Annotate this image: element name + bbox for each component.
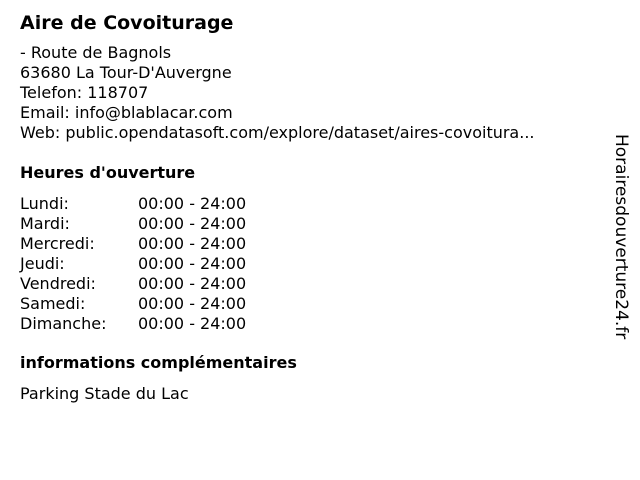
hours-row-saturday (20, 294, 280, 314)
email-line: Email: info@blablacar.com (20, 103, 233, 122)
day-label: Dimanche: (20, 314, 107, 333)
info-text: Parking Stade du Lac (20, 384, 189, 403)
hours-row-friday (20, 274, 280, 294)
street-line: - Route de Bagnols (20, 43, 172, 62)
phone-line: Telefon: 118707 (20, 83, 149, 102)
hours-row-tuesday (20, 214, 280, 234)
hours-table (20, 194, 280, 334)
web-line: Web: public.opendatasoft.com/explore/dataset/aires-covoitura... (20, 123, 535, 142)
day-label: Samedi: (20, 294, 86, 313)
time-range: 00:00 - 24:00 (138, 314, 247, 333)
place-title: Aire de Covoiturage (20, 12, 234, 34)
city-line: 63680 La Tour-D'Auvergne (20, 63, 232, 82)
hours-heading: Heures d'ouverture (20, 163, 196, 182)
time-range: 00:00 - 24:00 (138, 254, 247, 273)
time-range: 00:00 - 24:00 (138, 214, 247, 233)
hours-row-wednesday (20, 234, 280, 254)
hours-row-thursday (20, 254, 280, 274)
brand-watermark: Horairesdouverture24.fr (611, 134, 631, 340)
day-label: Jeudi: (20, 254, 65, 273)
address-block (20, 43, 535, 143)
hours-row-sunday (20, 314, 280, 334)
time-range: 00:00 - 24:00 (138, 194, 247, 213)
day-label: Lundi: (20, 194, 69, 213)
time-range: 00:00 - 24:00 (138, 274, 247, 293)
time-range: 00:00 - 24:00 (138, 294, 247, 313)
day-label: Mardi: (20, 214, 70, 233)
day-label: Vendredi: (20, 274, 96, 293)
time-range: 00:00 - 24:00 (138, 234, 247, 253)
hours-row-monday (20, 194, 280, 214)
info-heading: informations complémentaires (20, 353, 297, 372)
day-label: Mercredi: (20, 234, 95, 253)
